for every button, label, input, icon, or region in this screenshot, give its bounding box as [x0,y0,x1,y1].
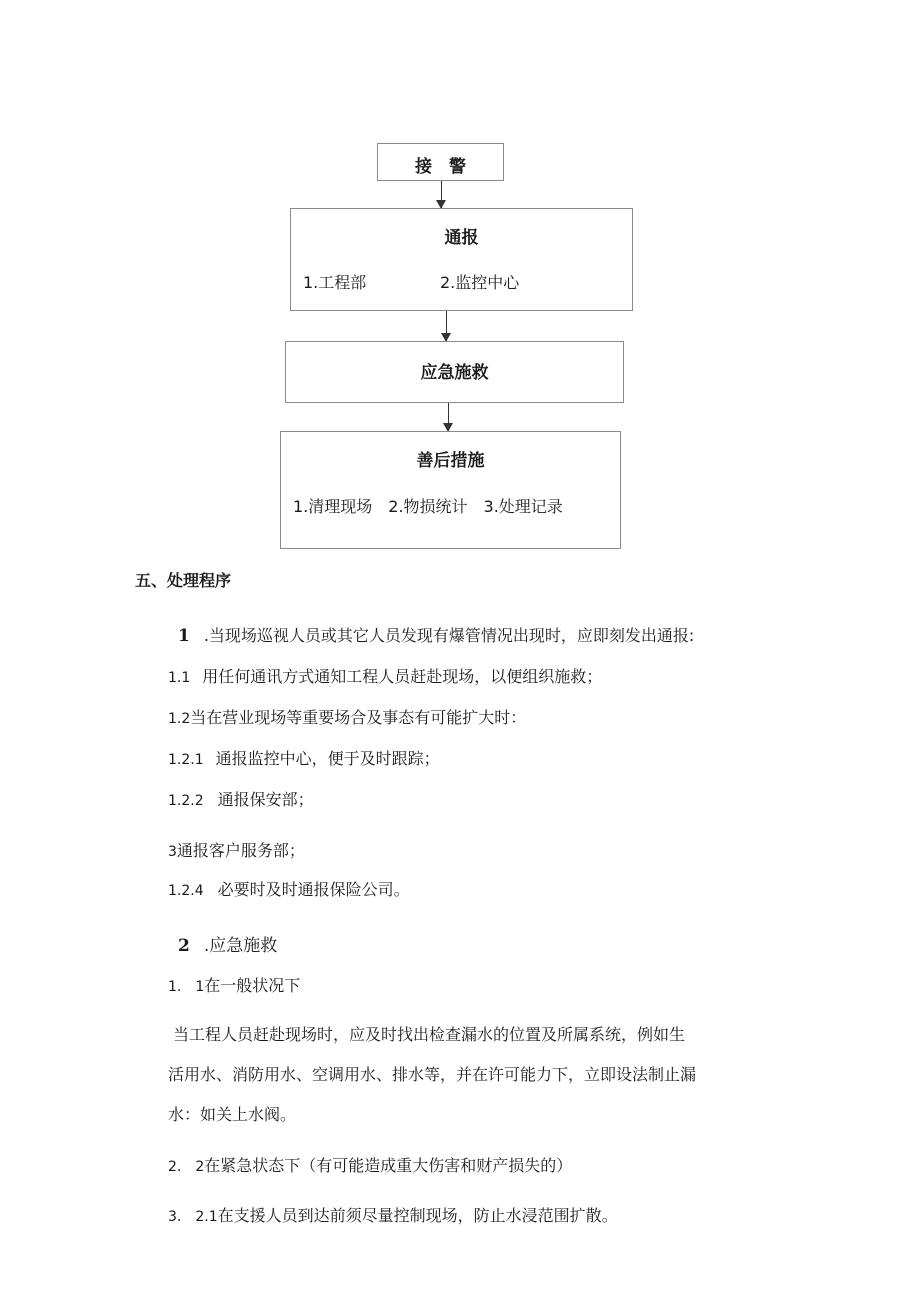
item-text: 通报客户服务部； [176,841,305,860]
item-text: 必要时及时通报保险公司。 [217,880,410,899]
item-number: 3 [168,844,177,860]
item-number: 1.2.4 [168,883,204,899]
item-number: 1. [168,979,182,995]
item-subnumber: 1 [195,979,205,995]
flow-step-receive-alarm [377,143,504,181]
paragraph-line: 活用水、消防用水、空调用水、排水等，并在许可能力下，立即设法制止漏 [168,1065,697,1084]
section-heading: 五、处理程序 [135,571,232,590]
item-2-1 [168,973,300,996]
item-subnumber: 2.1 [195,1209,218,1225]
item-number: 1.1 [168,670,191,686]
flow-step-aftercare [280,431,621,549]
item-text: 通报监控中心，便于及时跟踪； [215,749,440,768]
flow-step-title: 善后措施 [416,451,485,471]
item-1-2-2 [168,787,314,810]
item-text: 通报保安部； [217,790,314,809]
item-number: 2. [168,1159,182,1175]
flow-step-title: 应急施救 [420,363,489,383]
item-text: 当在营业现场等重要场合及事态有可能扩大时： [190,708,527,727]
item-text: 在紧急状态下（有可能造成重大伤害和财产损失的） [204,1156,573,1175]
item-text: 用任何通讯方式通知工程人员赶赴现场，以便组织施救； [202,667,603,686]
item-3-2-1 [168,1203,618,1226]
item-text: .当现场巡视人员或其它人员发现有爆管情况出现时，应即刻发出通报: [203,626,695,645]
flow-step-title: 接 警 [415,157,466,177]
item-1-2-1 [168,746,440,769]
item-1-2 [168,705,526,728]
item-number: 1 [178,626,190,646]
flow-arrow [446,311,447,341]
flow-step-emergency-rescue [285,341,624,403]
item-1 [178,623,694,646]
item-1-2-4 [168,877,410,900]
item-1-1 [168,664,602,687]
item-2-2 [168,1153,572,1176]
item-number: 1.2.1 [168,752,204,768]
item-subnumber: 2 [195,1159,205,1175]
flow-arrow [441,181,442,208]
item-text: .应急施救 [203,936,278,956]
item-number: 2 [178,936,190,956]
item-text: 在支援人员到达前须尽量控制现场，防止水浸范围扩散。 [217,1206,618,1225]
flow-step-notify [290,208,633,311]
item-2 [178,931,277,956]
item-3 [168,838,305,861]
item-number: 1.2.2 [168,793,204,809]
flow-arrow [448,403,449,431]
flow-step-item: 2.监控中心 [440,273,520,292]
item-number: 3. [168,1209,182,1225]
flow-step-title: 通报 [444,228,479,248]
paragraph-line: 水：如关上水阀。 [168,1105,297,1124]
flow-step-items: 1.清理现场 2.物损统计 3.处理记录 [293,497,563,516]
item-number: 1.2 [168,711,191,727]
flow-step-item: 1.工程部 [303,273,367,292]
item-text: 在一般状况下 [204,976,301,995]
paragraph-line: 当工程人员赶赴现场时，应及时找出检查漏水的位置及所属系统，例如生 [173,1025,686,1044]
